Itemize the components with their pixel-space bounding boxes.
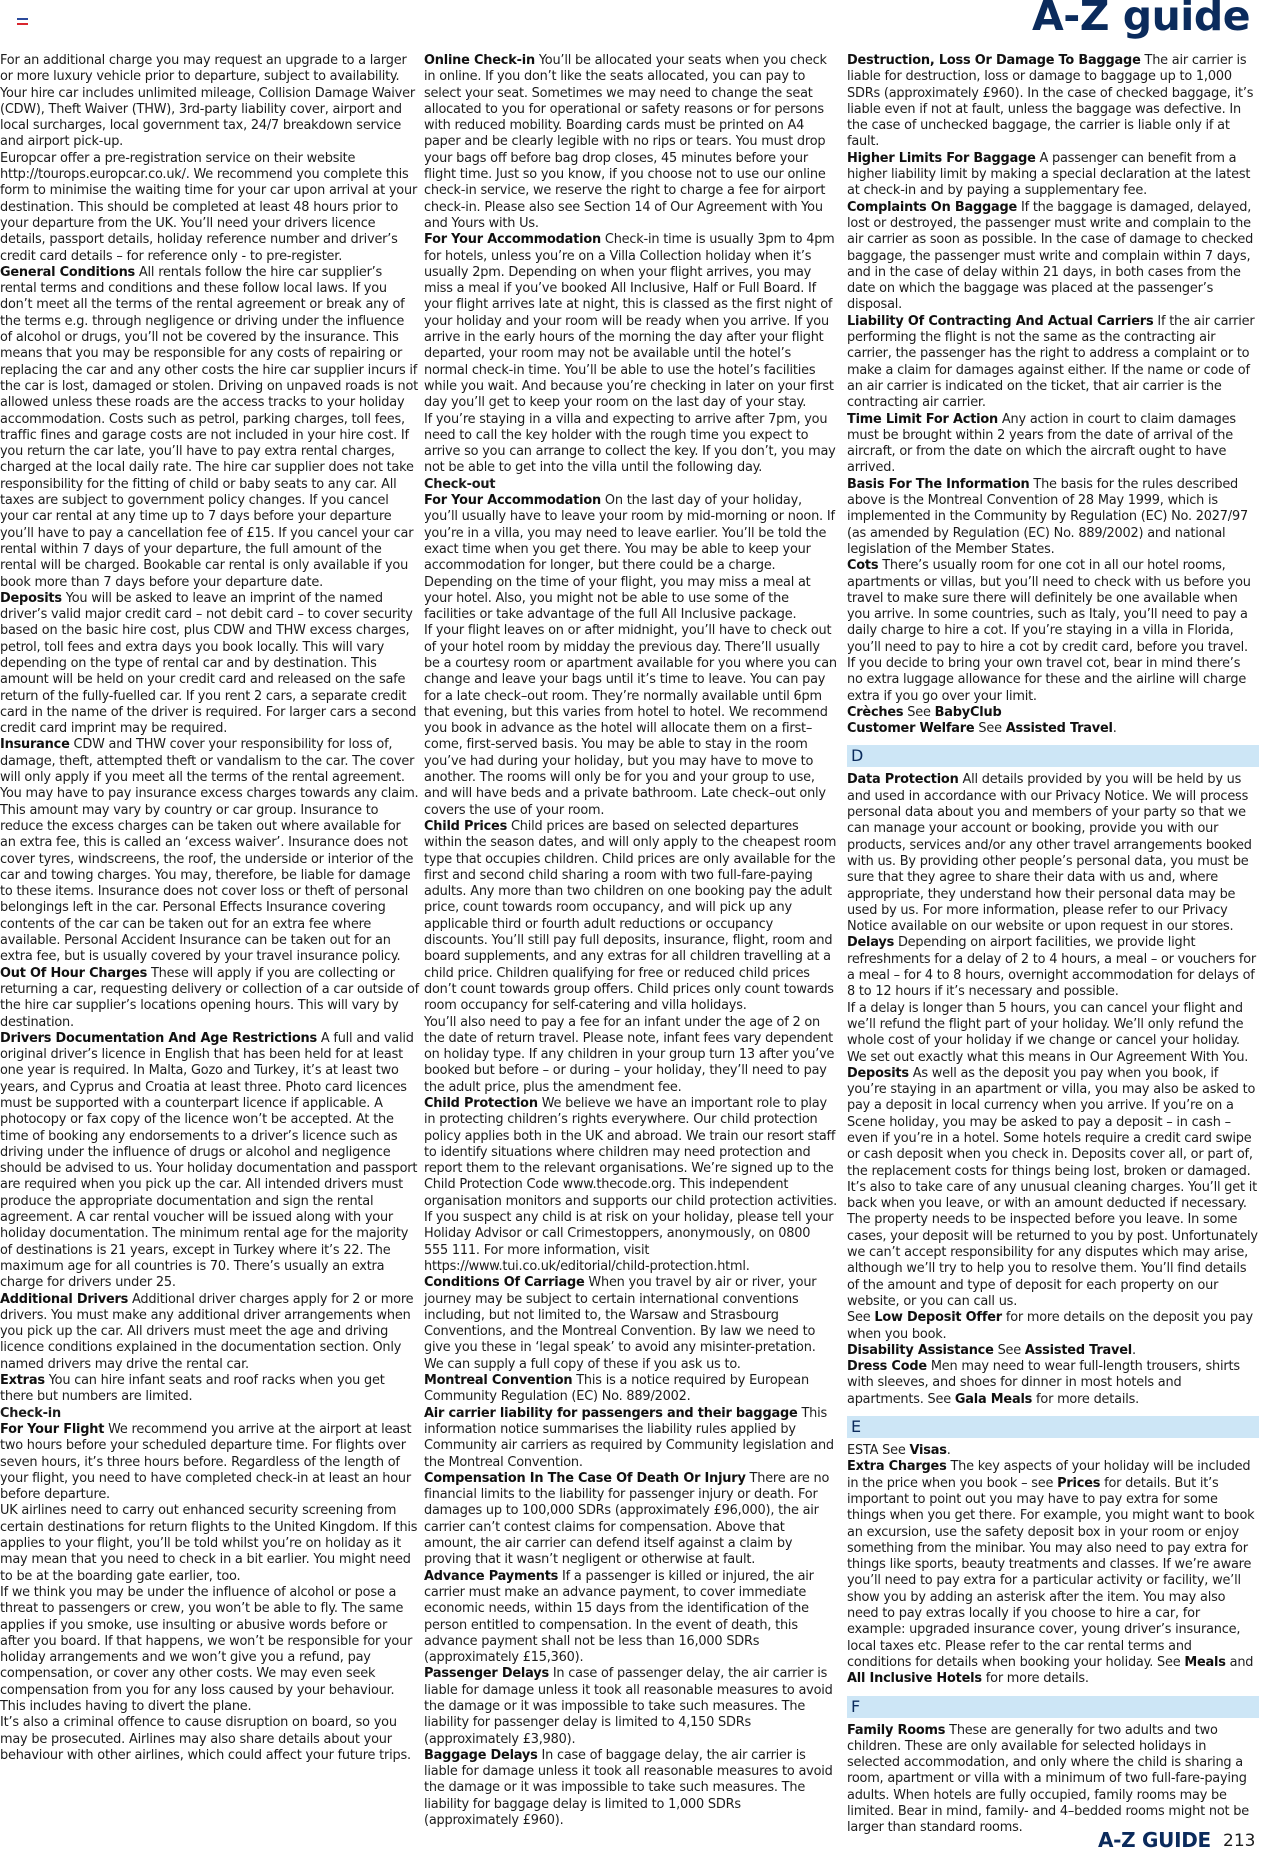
entry-text: Men may need to wear full-length trousers, shirts with sleeves, and shoes for dinner in most hotels and apartments. See xyxy=(847,1359,1240,1407)
entry-term: Air carrier liability for passengers and their baggage xyxy=(424,1405,798,1421)
entry-term: Passenger Delays xyxy=(424,1666,549,1682)
glossary-entry xyxy=(847,314,1259,412)
entry-text: You’ll also need to pay a fee for an infant under the age of 2 on the date of return travel. Please note, infant fees vary dependent on holiday type. If any children in your group turn 13 after you’ve booked but before – or during – your holiday, they’ll need to pay the adult price, plus the amendment fee. xyxy=(424,1014,835,1095)
entry-term: Cots xyxy=(847,558,879,574)
section-letter-heading: E xyxy=(847,1416,1259,1438)
entry-text: The air carrier is liable for destruction, loss or damage to baggage up to 1,000 SDRs (approximately £960). In the case of checked baggage, it’s liable even if not at fault, unless the baggage was defective. In the case of unchecked baggage, the carrier is liable only if at fault. xyxy=(847,53,1254,150)
entry-text: If you’re staying in a villa and expecting to arrive after 7pm, you need to call the key holder with the rough time you expect to arrive so you can arrange to collect the key. If you don’t, you may not be able to get into the villa until the following day. xyxy=(424,411,836,476)
section-letter-heading: F xyxy=(847,1696,1259,1718)
entry-text: We recommend you arrive at the airport at least two hours before your scheduled departure time. For flights over seven hours, it’s three hours before. Regardless of the length of your flight, you need to have completed check-in at least an hour before departure. xyxy=(0,1421,412,1503)
entry-term: Extra Charges xyxy=(847,1459,947,1475)
entry-text: As well as the deposit you pay when you book, if you’re staying in an apartment or villa, you may also be asked to pay a deposit in local currency when you arrive. If you’re on a Scene holiday, you may be asked to pay a deposit – in cash – even if you’re in a hotel. Some hotels require a credit card swipe or cash deposit when you check in. Deposits cover all, or part of, the replacement costs for things being lost, broken or damaged. It’s also to take care of any unusual cleaning charges. You’ll get it back when you leave, or with an amount deducted if necessary. The property needs to be inspected before you leave. In some cases, your deposit will be returned to you by post. Unfortunately we can’t accept responsibility for any disputes which may arise, although we’ll try to help you to resolve them. You’ll find details of the amount and type of deposit for each property on our website, or you can call us. xyxy=(847,1065,1258,1309)
glossary-entry xyxy=(847,412,1259,477)
entry-term: Dress Code xyxy=(847,1359,927,1375)
glossary-entry xyxy=(424,1406,838,1471)
paragraph xyxy=(0,1503,420,1584)
entry-text: . xyxy=(946,1443,951,1459)
entry-text: The key aspects of your holiday will be included in the price when you book – see xyxy=(847,1459,1251,1491)
footer-section-label: A-Z GUIDE xyxy=(1098,1828,1211,1852)
entry-text: ESTA See xyxy=(847,1443,910,1459)
entry-term: Child Protection xyxy=(424,1096,538,1111)
entry-text: See xyxy=(974,721,1006,737)
entry-text: For an additional charge you may request an upgrade to a larger or more luxury vehicle prior to departure, subject to availability. Your hire car includes unlimited mileage, Collision Damage Waiver (CDW), Theft Waiver (THW), 3rd-party liability cover, airport and local surcharges, local government tax, 24/7 breakdown service and airport pick-up. xyxy=(0,53,415,150)
entry-term: Conditions Of Carriage xyxy=(424,1275,585,1291)
entry-text: Check-in time is usually 3pm to 4pm for hotels, unless you’re on a Villa Collection holiday when it’s usually 2pm. Depending on when your flight arrives, you may miss a meal if you’ve booked All Inclusive, Half or Full Board. If your flight arrives late at night, this is classed as the first night of your holiday and your room will be ready when you arrive. If you arrive in the early hours of the morning the day after your flight departed, your room may not be available until the hotel’s normal check-in time. You’ll be able to use the hotel’s facilities while you wait. And because you’re checking in later on your first day you’ll get to keep your room on the last day of your stay. xyxy=(424,232,835,411)
entry-term: For Your Flight xyxy=(0,1421,105,1437)
glossary-entry xyxy=(424,53,838,232)
glossary-entry xyxy=(847,200,1259,314)
glossary-entry xyxy=(847,151,1259,200)
cross-reference: Low Deposit Offer xyxy=(874,1310,1002,1326)
entry-term: Online Check-in xyxy=(424,53,535,68)
entry-text: Child prices are based on selected departures within the season dates, and will only apply to the cheapest room type that occupies children. Child prices are only available for the first and second child sharing a room with two full-fare-paying adults. Any more than two children on one booking pay the adult price, count towards room occupancy, and will pick up any applicable third or fourth adult reductions or occupancy discounts. You’ll still pay full deposits, insurance, flight, room and board supplements, and any extras for all children travelling at a child price. Children qualifying for free or reduced child prices don’t count towards group offers. Child prices only count towards room occupancy for self-catering and villa holidays. xyxy=(424,818,837,1014)
entry-text: If the air carrier performing the flight is not the same as the contracting air carrier, the passenger has the right to address a complaint or to make a claim for damages against either. If the name or code of an air carrier is indicated on the ticket, that air carrier is the contracting air carrier. xyxy=(847,313,1255,411)
entry-text: You’ll be allocated your seats when you check in online. If you don’t like the seats allocated, you can pay to select your seat. Sometimes we may need to change the seat allocated to you for operational or safety reasons or for persons with reduced mobility. Boarding cards must be printed on A4 paper and be clearly legible with no rips or tears. You must drop your bags off before bag drop closes, 45 minutes before your flight time. Just so you know, if you choose not to use our online check-in service, we reserve the right to charge a fee for airport check-in. Please also see Section 14 of Our Agreement with You and Yours with Us. xyxy=(424,53,827,231)
entry-term: Deposits xyxy=(0,590,62,606)
glossary-entry xyxy=(424,1569,838,1667)
entry-text: This information notice summarises the liability rules applied by Community air carriers as required by Community legislation and the Montreal Convention. xyxy=(424,1405,834,1470)
glossary-entry xyxy=(424,1373,838,1406)
paragraph xyxy=(0,1715,420,1764)
glossary-entry xyxy=(0,1373,420,1406)
entry-text: If a delay is longer than 5 hours, you can cancel your flight and we’ll refund the flight part of your holiday. We’ll only refund the whole cost of your holiday if we change or cancel your holiday. We set out exactly what this means in Our Agreement With You. xyxy=(847,1000,1249,1065)
entry-text: If a passenger is killed or injured, the air carrier must make an advance payment, to cover immediate economic needs, within 15 days from the identification of the person entitled to compensation. In the event of death, this advance payment shall not be less than 16,000 SDRs (approximately £15,360). xyxy=(424,1568,814,1666)
paragraph xyxy=(424,575,838,624)
entry-text: These are generally for two adults and two children. These are only available for selected holidays in selected accommodation, and only where the child is sharing a room, apartment or villa with a minimum of two full-fare-paying adults. When hotels are fully occupied, family rooms may be limited. Bear in mind, family- and 4–bedded rooms might not be larger than standard rooms. xyxy=(847,1722,1249,1836)
entry-term: Liability Of Contracting And Actual Carriers xyxy=(847,313,1154,329)
glossary-entry xyxy=(424,1275,838,1373)
text-column-2 xyxy=(424,53,838,1829)
entry-text: Depending on the time of your flight, you may miss a meal at your hotel. Also, you might not be able to use some of the facilities or take advantage of the full All Inclusive package. xyxy=(424,574,811,623)
glossary-entry xyxy=(424,1666,838,1747)
entry-term: Additional Drivers xyxy=(0,1291,129,1307)
entry-term: Higher Limits For Baggage xyxy=(847,150,1036,166)
entry-text: See xyxy=(847,1310,875,1326)
entry-text: In case of passenger delay, the air carrier is liable for damage unless it took all reasonable measures to avoid the damage or it was impossible to take such measures. The liability for passenger delay is limited to 4,150 SDRs (approximately £3,980). xyxy=(424,1666,833,1747)
paragraph xyxy=(424,1015,838,1096)
glossary-entry xyxy=(424,819,838,1015)
entry-text: If the baggage is damaged, delayed, lost or destroyed, the passenger must write and complain to the air carrier as soon as possible. In the case of damage to checked baggage, the passenger must write and complain within 7 days, and in the case of delay within 21 days, in both cases from the date on which the baggage was placed at the passenger’s disposal. xyxy=(847,199,1254,313)
entry-term: Insurance xyxy=(0,737,70,753)
glossary-entry xyxy=(424,232,838,411)
entry-term: For Your Accommodation xyxy=(424,493,601,509)
entry-term: Time Limit For Action xyxy=(847,411,999,427)
entry-term: Baggage Delays xyxy=(424,1747,538,1763)
entry-text: for more details. xyxy=(981,1671,1089,1687)
entry-text: UK airlines need to carry out enhanced security screening from certain destinations for return flights to the United Kingdom. If this applies to your flight, you’ll be told whilst you’re on holiday as it may mean that you need to check in a bit earlier. You might need to be at the boarding gate earlier, too. xyxy=(0,1503,418,1584)
entry-text: Any action in court to claim damages must be brought within 2 years from the date of arrival of the aircraft, or from the date on which the aircraft ought to have arrived. xyxy=(847,411,1236,476)
entry-text: On the last day of your holiday, you’ll usually have to leave your room by mid-morning or noon. If you’re in a villa, you may need to leave earlier. You’ll be told the exact time when you get there. You may be able to keep your accommodation for longer, but there could be a charge. xyxy=(424,493,835,574)
cross-reference: Prices xyxy=(1057,1475,1101,1491)
entry-text: Additional driver charges apply for 2 or more drivers. You must make any additional driver arrangements when you pick up the car. All drivers must meet the age and driving licence conditions explained in the documentation section. Only named drivers may drive the rental car. xyxy=(0,1291,414,1372)
glossary-entry xyxy=(0,1422,420,1503)
entry-term: Compensation In The Case Of Death Or Injury xyxy=(424,1470,746,1486)
glossary-entry xyxy=(424,1471,838,1569)
entry-term: Complaints On Baggage xyxy=(847,199,1018,215)
paragraph xyxy=(847,1443,1259,1459)
cross-reference: Assisted Travel xyxy=(1024,1342,1132,1358)
entry-text: See xyxy=(993,1342,1025,1358)
paragraph xyxy=(0,151,420,265)
entry-term: For Your Accommodation xyxy=(424,232,601,248)
entry-text: There’s usually room for one cot in all our hotel rooms, apartments or villas, but you’ll need to check with us before you travel to make sure there will definitely be one available when you arrive. In some countries, such as Italy, you’ll need to pay a daily charge to hire a cot. If you’re staying in a villa in Florida, you’ll need to pay to hire a cot by credit card, before you travel. If you decide to bring your own travel cot, bear in mind there’s no extra luggage allowance for these and the airline will charge extra if you go over your limit. xyxy=(847,558,1251,704)
entry-text: Depending on airport facilities, we provide light refreshments for a delay of 2 to 4 hours, a meal – or vouchers for a meal – for 4 to 8 hours, overnight accommodation for delays of 8 to 12 hours if it’s necessary and possible. xyxy=(847,935,1256,1000)
entry-text: All rentals follow the hire car supplier’s rental terms and conditions and these follow local laws. If you don’t meet all the terms of the rental agreement or break any of the terms e.g. through negligence or driving under the influence of alcohol or drugs, you’ll not be covered by the insurance. This means that you may be responsible for any costs of repairing or replacing the car and any other costs the hire car supplier incurs if the car is lost, damaged or stolen. Driving on unpaved roads is not allowed unless these roads are the access tracks to your holiday accommodation. Costs such as petrol, parking charges, toll fees, traffic fines and garage costs are not included in your hire cost. If you return the car late, you’ll have to pay extra rental charges, charged at the local daily rate. The hire car supplier does not take responsibility for the fitting of child or baby seats to any car. All taxes are subject to government policy changes. If you cancel your car rental at any time up to 7 days before your departure you’ll have to pay a cancellation fee of £15. If you cancel your car rental within 7 days of your departure, the full amount of the rental will be charged. Bookable car rental is only available if you book more than 7 days before your departure date. xyxy=(0,264,419,590)
subheading: Check-out xyxy=(424,476,496,492)
entry-text: A full and valid original driver’s licence in English that has been held for at least one year is required. In Malta, Gozo and Turkey, it’s at least two years, and Cyprus and Croatia at least three. Photo card licences must be supported with a counterpart licence if applicable. A photocopy or fax copy of the licence won’t be accepted. At the time of booking any endorsements to a driver’s licence such as driving under the influence of drugs or alcohol and negligence should be advised to us. Your holiday documentation and passport are required when you pick up the car. All intended drivers must produce the appropriate documentation and sign the rental agreement. A car rental voucher will be issued along with your holiday documentation. The minimum rental age for the majority of destinations is 21 years, except in Turkey where it’s 22. The maximum age for all countries is 70. There’s usually an extra charge for drivers under 25. xyxy=(0,1030,418,1291)
glossary-entry xyxy=(847,477,1259,558)
entry-text: for more details on the deposit you pay when you book. xyxy=(847,1310,1253,1342)
entry-term: Family Rooms xyxy=(847,1722,946,1738)
page-title: A-Z guide xyxy=(1032,0,1250,40)
entry-term: Extras xyxy=(0,1373,45,1389)
cross-reference: Gala Meals xyxy=(954,1391,1033,1407)
entry-text: . xyxy=(1131,1342,1136,1358)
glossary-entry xyxy=(0,591,420,738)
section-letter-heading: D xyxy=(847,745,1259,767)
entry-text: If your flight leaves on or after midnight, you’ll have to check out of your hotel room by midday the previous day. There’ll usually be a courtesy room or apartment available for you where you can change and leave your bags until it’s time to leave. You can pay for a late check–out room. They’re normally available until 6pm that evening, but this varies from hotel to hotel. We recommend you book in advance as the hotel will allocate them on a first–come, first-served basis. You may be able to stay in the room you’ve had during your holiday, but you may have to move to another. The rooms will only be for you and your group to use, and will have beds and a private bathroom. Late check–out only covers the use of your room. xyxy=(424,623,837,818)
paragraph xyxy=(847,1001,1259,1066)
cross-reference: Visas xyxy=(909,1443,947,1459)
entry-term: Advance Payments xyxy=(424,1568,559,1584)
glossary-entry xyxy=(847,772,1259,935)
entry-term: Child Prices xyxy=(424,818,508,834)
cross-reference: Meals xyxy=(1184,1654,1226,1670)
cross-reference: Assisted Travel xyxy=(1005,721,1113,737)
entry-text: for more details. xyxy=(1032,1391,1140,1407)
entry-text: If we think you may be under the influence of alcohol or pose a threat to passengers or crew, you won’t be able to fly. The same applies if you smoke, use insulting or abusive words before or after you board. If that happens, we won’t be responsible for your holiday arrangements and we won’t give you a refund, pay compensation, or cover any other costs. We may even seek compensation from you for any loss caused by your behaviour. This includes having to divert the plane. xyxy=(0,1584,413,1714)
glossary-entry xyxy=(424,493,838,574)
paragraph xyxy=(424,412,838,477)
entry-term: General Conditions xyxy=(0,264,136,280)
entry-text: See xyxy=(903,704,935,720)
paragraph xyxy=(424,623,838,819)
entry-text: You can hire infant seats and roof racks when you get there but numbers are limited. xyxy=(0,1373,385,1405)
cross-reference: BabyClub xyxy=(934,704,1002,720)
entry-text: and xyxy=(1225,1654,1254,1670)
text-column-3 xyxy=(847,53,1259,1837)
entry-text: We believe we have an important role to play in protecting children’s rights everywhere. Our child protection policy applies both in the UK and abroad. We train our resort staff to identify situations where children may need protection and report them to the relevant organisations. We’re signed up to the Child Protection Code www.thecode.org. This independent organisation monitors and supports our child protection activities. If you suspect any child is at risk on your holiday, please tell your Holiday Advisor or call Crimestoppers, anonymously, on 0800 555 111. For more information, visit https://www.tui.co.uk/editorial/child-protection.html. xyxy=(424,1096,838,1274)
entry-term: Out Of Hour Charges xyxy=(0,965,148,981)
glossary-entry xyxy=(0,737,420,965)
glossary-entry xyxy=(847,1359,1259,1408)
glossary-entry xyxy=(847,705,1259,721)
entry-text: . xyxy=(1112,721,1117,737)
entry-text: A passenger can benefit from a higher liability limit by making a special declaration at the latest at check-in and by paying a supplementary fee. xyxy=(847,150,1251,199)
glossary-entry xyxy=(847,1343,1259,1359)
glossary-entry xyxy=(0,265,420,591)
glossary-entry xyxy=(847,935,1259,1000)
entry-text: When you travel by air or river, your journey may be subject to certain international conventions including, but not limited to, the Warsaw and Strasbourg Conventions, and the Montreal Convention. By law we need to give you these in ‘legal speak’ to avoid any misinter-pretation. We can supply a full copy of these if you ask us to. xyxy=(424,1275,817,1372)
glossary-entry xyxy=(0,966,420,1031)
paragraph xyxy=(847,1310,1259,1343)
entry-term: Customer Welfare xyxy=(847,721,975,737)
entry-text: Europcar offer a pre-registration service on their website http://tourops.europcar.co.uk/. We recommend you complete this form to minimise the waiting time for your car upon arrival at your destination. This should be completed at least 48 hours prior to your departure from the UK. You’ll need your drivers licence details, passport details, holiday reference number and driver’s credit card details – for reference only - to pre-register. xyxy=(0,150,418,264)
entry-text: for details. But it’s important to point out you may have to pay extra for some things when you get there. For example, you might want to book an excursion, use the safety deposit box in your room or enjoy something from the minibar. You may also need to pay extra for things like sports, beauty treatments and classes. If we’re aware you’ll need to pay extra for a particular activity or facility, we’ll show you by adding an asterisk after the item. You may also need to pay extras locally if you choose to hire a car, for example: upgraded insurance cover, young driver’s insurance, local taxes etc. Please refer to the car rental terms and conditions for details when booking your holiday. See xyxy=(847,1475,1255,1670)
glossary-entry xyxy=(424,1096,838,1275)
paragraph xyxy=(0,1585,420,1715)
subheading: Check-in xyxy=(0,1405,61,1421)
tui-logo-icon xyxy=(17,18,28,26)
cross-reference: All Inclusive Hotels xyxy=(847,1671,982,1687)
paragraph xyxy=(0,53,420,151)
glossary-entry xyxy=(424,1748,838,1829)
glossary-entry xyxy=(847,1723,1259,1837)
entry-text: It’s also a criminal offence to cause disruption on board, so you may be prosecuted. Airlines may also share details about your behaviour with other airlines, which could affect your future trips. xyxy=(0,1715,411,1763)
entry-term: Montreal Convention xyxy=(424,1373,573,1389)
glossary-entry xyxy=(847,1459,1259,1687)
entry-term: Basis For The Information xyxy=(847,476,1030,492)
entry-term: Drivers Documentation And Age Restrictions xyxy=(0,1030,317,1046)
entry-text: These will apply if you are collecting or returning a car, requesting delivery or collection of a car outside of the hire car supplier’s locations opening hours. This will vary by destination. xyxy=(0,965,419,1030)
entry-text: In case of baggage delay, the air carrier is liable for damage unless it took all reasonable measures to avoid the damage or it was impossible to take such measures. The liability for baggage delay is limited to 1,000 SDRs (approximately £960). xyxy=(424,1747,833,1829)
glossary-entry xyxy=(847,721,1259,737)
entry-text: There are no financial limits to the liability for passenger injury or death. For damages up to 100,000 SDRs (approximately £96,000), the air carrier can’t contest claims for compensation. Above that amount, the air carrier can defend itself against a claim by proving that it wasn’t negligent or otherwise at fault. xyxy=(424,1470,830,1568)
entry-term: Deposits xyxy=(847,1065,909,1081)
entry-text: The basis for the rules described above is the Montreal Convention of 28 May 1999, which is implemented in the Community by Regulation (EC) No. 2027/97 (as amended by Regulation (EC) No. 889/2002) and national legislation of the Member States. xyxy=(847,476,1248,557)
glossary-entry xyxy=(847,53,1259,151)
entry-text: This is a notice required by European Community Regulation (EC) No. 889/2002. xyxy=(424,1373,809,1405)
entry-term: Data Protection xyxy=(847,772,959,788)
entry-term: Delays xyxy=(847,935,895,951)
glossary-entry xyxy=(847,558,1259,705)
text-column-1 xyxy=(0,53,420,1764)
page-number: 213 xyxy=(1223,1831,1256,1851)
entry-term: Destruction, Loss Or Damage To Baggage xyxy=(847,53,1141,68)
glossary-entry xyxy=(847,1066,1259,1310)
entry-text: All details provided by you will be held by us and used in accordance with our Privacy Notice. We will process personal data about you and members of your party so that we can manage your account or booking, provide you with our products, services and/or any other travel arrangements booked with us. By providing other people’s personal data, you must be sure that they agree to share their data with us and, where appropriate, they understand how their personal data may be used by us. For more information, please refer to our Privacy Notice available on our website or upon request in our stores. xyxy=(847,772,1252,935)
entry-text: You will be asked to leave an imprint of the named driver’s valid major credit card – not debit card – to cover security based on the basic hire cost, plus CDW and THW excess charges, petrol, toll fees and extra days you book locally. This will vary depending on the type of rental car and by destination. This amount will be held on your credit card and released on the safe return of the fully-fuelled car. If you rent 2 cars, a separate credit card in the name of the driver is required. For larger cars a second credit card imprint may be required. xyxy=(0,590,417,737)
entry-text: CDW and THW cover your responsibility for loss of, damage, theft, attempted theft or vandalism to the car. The cover will only apply if you meet all the terms of the rental agreement. You may have to pay insurance excess charges towards any claim. This amount may vary by country or car group. Insurance to reduce the excess charges can be taken out where available for an extra fee, this is called an ‘excess waiver’. Insurance does not cover tyres, windscreens, the roof, the underside or interior of the car and towing charges. You may, therefore, be liable for damage to these items. Insurance does not cover loss or theft of personal belongings left in the car. Personal Effects Insurance covering contents of the car can be taken out for an extra fee where available. Personal Accident Insurance can be taken out for an extra fee, but is usually covered by your travel insurance policy. xyxy=(0,737,419,965)
glossary-entry xyxy=(0,1031,420,1292)
entry-term: Crèches xyxy=(847,704,904,720)
glossary-entry xyxy=(0,1292,420,1373)
entry-term: Disability Assistance xyxy=(847,1342,994,1358)
